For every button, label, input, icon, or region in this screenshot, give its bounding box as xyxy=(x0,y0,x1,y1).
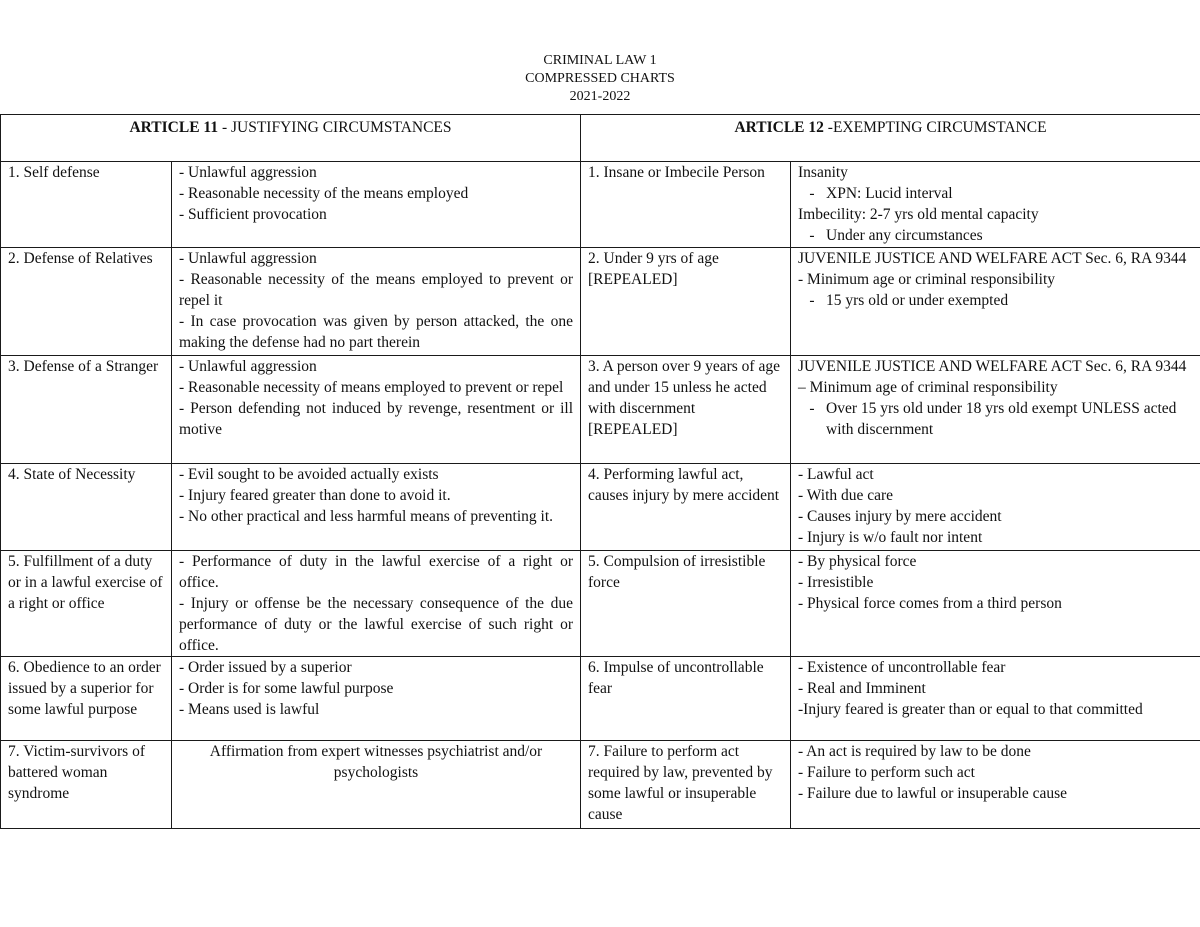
justifying-requisites-cell xyxy=(172,464,581,551)
document-title: CRIMINAL LAW 1 xyxy=(543,53,657,68)
requisite-line: - Person defending not induced by revenge, resentment or ill motive xyxy=(179,400,573,438)
requisite-line: - No other practical and less harmful means of preventing it. xyxy=(179,508,554,525)
justifying-requisites-cell xyxy=(172,657,581,741)
table-row xyxy=(1,657,1200,741)
exempting-name-cell: 7. Failure to perform act required by law, prevented by some lawful or insuperable cause xyxy=(581,741,791,829)
justifying-requisites-cell: Affirmation from expert witnesses psychiatrist and/or psychologists xyxy=(172,741,581,829)
exempting-name-cell: 6. Impulse of uncontrollable fear xyxy=(581,657,791,741)
requisite-line: - Unlawful aggression xyxy=(179,250,317,267)
exempting-requisites-cell xyxy=(791,248,1200,356)
exempting-requisites-cell xyxy=(791,551,1200,657)
requisite-line: - Lawful act xyxy=(798,466,874,483)
requisite-line: Imbecility: 2-7 yrs old mental capacity xyxy=(798,206,1039,223)
table-row xyxy=(1,551,1200,657)
article-11-header: ARTICLE 11 - JUSTIFYING CIRCUMSTANCES xyxy=(1,115,581,162)
exempting-requisites-cell xyxy=(791,657,1200,741)
requisite-line: - Reasonable necessity of the means employed xyxy=(179,185,469,202)
circumstances-table xyxy=(0,114,1200,829)
requisite-line: - Injury is w/o fault nor intent xyxy=(798,529,983,546)
requisite-line: Insanity xyxy=(798,164,848,181)
table-row xyxy=(1,248,1200,356)
requisite-line: - In case provocation was given by person attacked, the one making the defense had no part therein xyxy=(179,313,573,351)
sub-item: - Over 15 yrs old under 18 yrs old exempt UNLESS acted with discernment xyxy=(809,400,1177,438)
justifying-name-cell: 1. Self defense xyxy=(1,162,172,248)
justifying-requisites-cell xyxy=(172,551,581,657)
table-row xyxy=(1,741,1200,829)
document-subtitle: COMPRESSED CHARTS xyxy=(525,71,675,86)
requisite-line: - Unlawful aggression xyxy=(179,358,317,375)
requisite-line: - Unlawful aggression xyxy=(179,164,317,181)
justifying-name-cell: 6. Obedience to an order issued by a superior for some lawful purpose xyxy=(1,657,172,741)
requisite-line: - Injury or offense be the necessary consequence of the due performance of duty or the lawful exercise of such right or office. xyxy=(179,595,573,654)
sub-item: - XPN: Lucid interval xyxy=(809,185,953,202)
requisite-line: - An act is required by law to be done xyxy=(798,743,1031,760)
requisite-line: - Physical force comes from a third person xyxy=(798,595,1062,612)
sub-item: - 15 yrs old or under exempted xyxy=(809,292,1009,309)
exempting-name-cell: 4. Performing lawful act, causes injury by mere accident xyxy=(581,464,791,551)
requisite-line: - Order is for some lawful purpose xyxy=(179,680,394,697)
requisite-line: - Evil sought to be avoided actually exists xyxy=(179,466,439,483)
requisite-line: - Injury feared greater than done to avoid it. xyxy=(179,487,451,504)
requisite-line: - With due care xyxy=(798,487,894,504)
justifying-requisites-cell xyxy=(172,162,581,248)
requisite-line: - Order issued by a superior xyxy=(179,659,352,676)
requisite-line: -Injury feared is greater than or equal to that committed xyxy=(798,701,1143,718)
exempting-name-cell: 1. Insane or Imbecile Person xyxy=(581,162,791,248)
requisite-line: - Real and Imminent xyxy=(798,680,926,697)
article-12-header: ARTICLE 12 -EXEMPTING CIRCUMSTANCE xyxy=(581,115,1200,162)
requisite-line: - Sufficient provocation xyxy=(179,206,327,223)
requisite-line: JUVENILE JUSTICE AND WELFARE ACT Sec. 6, RA 9344 - Minimum age or criminal responsibility xyxy=(798,250,1187,288)
requisite-line: - By physical force xyxy=(798,553,917,570)
requisite-line: - Means used is lawful xyxy=(179,701,320,718)
requisite-line: - Failure due to lawful or insuperable cause xyxy=(798,785,1068,802)
justifying-name-cell: 4. State of Necessity xyxy=(1,464,172,551)
exempting-name-cell: 3. A person over 9 years of age and under 15 unless he acted with discernment [REPEALED] xyxy=(581,356,791,464)
document-header xyxy=(0,52,1200,106)
document-year: 2021-2022 xyxy=(569,89,631,104)
requisite-line: - Causes injury by mere accident xyxy=(798,508,1002,525)
table-row xyxy=(1,356,1200,464)
requisite-line: - Performance of duty in the lawful exercise of a right or office. xyxy=(179,553,573,591)
justifying-requisites-cell xyxy=(172,356,581,464)
sub-item: - Under any circumstances xyxy=(809,227,983,244)
exempting-requisites-cell xyxy=(791,741,1200,829)
table-header-row xyxy=(1,115,1200,162)
exempting-requisites-cell xyxy=(791,464,1200,551)
requisite-line: JUVENILE JUSTICE AND WELFARE ACT Sec. 6, RA 9344 – Minimum age of criminal responsibility xyxy=(798,358,1187,396)
justifying-name-cell: 5. Fulfillment of a duty or in a lawful exercise of a right or office xyxy=(1,551,172,657)
justifying-requisites-cell xyxy=(172,248,581,356)
exempting-requisites-cell xyxy=(791,356,1200,464)
exempting-requisites-cell xyxy=(791,162,1200,248)
exempting-name-cell: 2. Under 9 yrs of age [REPEALED] xyxy=(581,248,791,356)
requisite-line: - Existence of uncontrollable fear xyxy=(798,659,1006,676)
justifying-name-cell: 3. Defense of a Stranger xyxy=(1,356,172,464)
table-row xyxy=(1,162,1200,248)
exempting-name-cell: 5. Compulsion of irresistible force xyxy=(581,551,791,657)
requisite-line: - Irresistible xyxy=(798,574,874,591)
table-row xyxy=(1,464,1200,551)
requisite-line: - Failure to perform such act xyxy=(798,764,975,781)
requisite-line: - Reasonable necessity of the means employed to prevent or repel it xyxy=(179,271,573,309)
justifying-name-cell: 7. Victim-survivors of battered woman syndrome xyxy=(1,741,172,829)
requisite-line: - Reasonable necessity of means employed to prevent or repel xyxy=(179,379,564,396)
justifying-name-cell: 2. Defense of Relatives xyxy=(1,248,172,356)
